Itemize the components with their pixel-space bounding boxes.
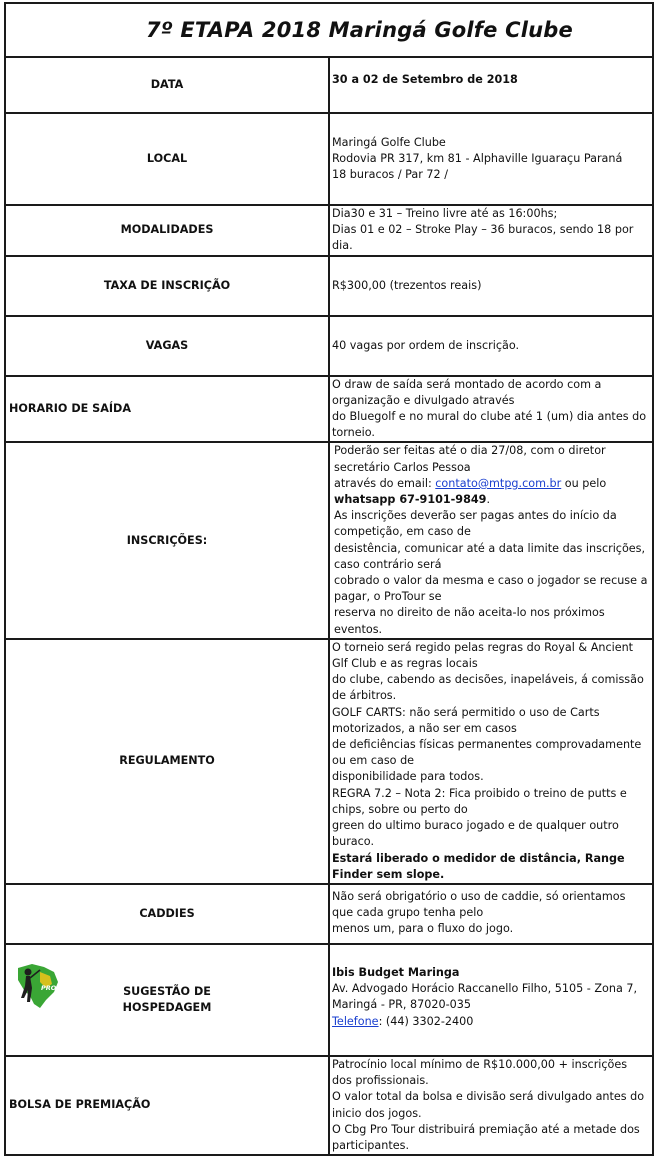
row-premiacao xyxy=(5,1056,653,1155)
value-horario xyxy=(329,376,653,443)
caddies-line: menos um, para o fluxo do jogo. xyxy=(332,922,514,936)
tournament-sheet xyxy=(4,2,654,1156)
horario-line: do Bluegolf e no mural do clube até 1 (um) dia antes do torneio. xyxy=(332,410,647,440)
label-horario: HORARIO DE SAÍDA xyxy=(5,376,329,443)
regulamento-line: disponibilidade para todos. xyxy=(332,770,484,784)
regulamento-line: green do ultimo buraco jogado e de qualquer outro buraco. xyxy=(332,819,619,849)
local-line: 18 buracos / Par 72 / xyxy=(332,168,448,182)
email-link[interactable]: contato@mtpg.com.br xyxy=(435,476,562,490)
row-horario xyxy=(5,376,653,443)
logo-text: PROTOUR xyxy=(41,984,77,992)
regulamento-line: do clube, cabendo as decisões, inapeláveis, á comissão de árbitros. xyxy=(332,673,644,703)
row-local xyxy=(5,113,653,205)
inscricoes-end: . xyxy=(486,493,491,507)
regulamento-line: REGRA 7.2 – Nota 2: Fica proibido o treino de putts e chips, sobre ou perto do xyxy=(332,786,627,816)
regulamento-line: de deficiências físicas permanentes comprovadamente ou em caso de xyxy=(332,738,642,768)
value-hospedagem xyxy=(329,944,653,1056)
row-vagas xyxy=(5,316,653,376)
inscricoes-line: reserva no direito de não aceita-lo nos próximos eventos. xyxy=(334,606,605,636)
local-line: Rodovia PR 317, km 81 - Alphaville Iguaraçu Paraná xyxy=(332,151,623,165)
row-caddies xyxy=(5,884,653,944)
premiacao-line: O valor total da bolsa e divisão será divulgado antes do inicio dos jogos. xyxy=(332,1090,645,1120)
hospedagem-label-line: HOSPEDAGEM xyxy=(122,1000,212,1014)
inscricoes-contact-line xyxy=(334,476,649,508)
row-modalidades xyxy=(5,205,653,256)
value-taxa: R$300,00 (trezentos reais) xyxy=(329,256,653,316)
premiacao-line: O Cbg Pro Tour distribuirá premiação até a metade dos participantes. xyxy=(332,1122,640,1152)
row-hospedagem xyxy=(5,944,653,1056)
label-vagas: VAGAS xyxy=(5,316,329,376)
regulamento-line: GOLF CARTS: não será permitido o uso de Carts motorizados, a não ser em casos xyxy=(332,705,600,735)
page-title: 7º ETAPA 2018 Maringá Golfe Clube xyxy=(5,3,653,57)
hospedagem-label-line: SUGESTÃO DE xyxy=(123,984,211,998)
inscricoes-mid: ou pelo xyxy=(561,476,607,490)
premiacao-line: Patrocínio local mínimo de R$10.000,00 + inscrições dos profissionais. xyxy=(332,1057,628,1088)
label-premiacao: BOLSA DE PREMIAÇÃO xyxy=(5,1056,329,1155)
modalidades-line: Dias 01 e 02 – Stroke Play – 36 buracos, sendo 18 por dia. xyxy=(332,223,634,253)
label-caddies: CADDIES xyxy=(5,884,329,944)
row-regulamento xyxy=(5,639,653,884)
inscricoes-prefix: através do email: xyxy=(334,476,436,490)
title-row xyxy=(5,3,653,57)
inscricoes-line: desistência, comunicar até a data limite das inscrições, caso contrário será xyxy=(334,541,646,571)
value-regulamento xyxy=(329,639,653,884)
horario-line: O draw de saída será montado de acordo com a organização e divulgado através xyxy=(332,377,602,407)
inscricoes-line: As inscrições deverão ser pagas antes do início da competição, em caso de xyxy=(334,509,617,539)
value-local xyxy=(329,113,653,205)
label-modalidades: MODALIDADES xyxy=(5,205,329,256)
inscricoes-line: cobrado o valor da mesma e caso o jogador se recuse a pagar, o ProTour se xyxy=(334,574,648,604)
regulamento-line: O torneio será regido pelas regras do Royal & Ancient Glf Club e as regras locais xyxy=(332,640,634,671)
modalidades-line: Dia30 e 31 – Treino livre até as 16:00hs; xyxy=(332,207,558,220)
caddies-line: Não será obrigatório o uso de caddie, só orientamos que cada grupo tenha pelo xyxy=(332,889,626,920)
value-premiacao xyxy=(329,1056,653,1155)
hotel-address: Av. Advogado Horácio Raccanello Filho, 5105 - Zona 7, Maringá - PR, 87020-035 xyxy=(332,982,638,1012)
inscricoes-line: Poderão ser feitas até o dia 27/08, com o diretor secretário Carlos Pessoa xyxy=(334,444,606,474)
row-taxa xyxy=(5,256,653,316)
value-modalidades xyxy=(329,205,653,256)
label-data: DATA xyxy=(5,57,329,113)
whatsapp-text: whatsapp 67-9101-9849 xyxy=(334,493,487,507)
label-inscricoes: INSCRIÇÕES: xyxy=(5,442,329,638)
row-inscricoes xyxy=(5,442,653,638)
label-taxa: TAXA DE INSCRIÇÃO xyxy=(5,256,329,316)
value-data: 30 a 02 de Setembro de 2018 xyxy=(329,57,653,113)
value-caddies xyxy=(329,884,653,944)
protour-logo xyxy=(10,958,77,1014)
local-line: Maringá Golfe Clube xyxy=(332,135,446,149)
value-inscricoes xyxy=(329,442,653,638)
row-data xyxy=(5,57,653,113)
label-local: LOCAL xyxy=(5,113,329,205)
hotel-phone-line xyxy=(332,1014,649,1030)
protour-logo-icon xyxy=(10,958,77,1014)
phone-link[interactable]: Telefone xyxy=(332,1014,379,1028)
hotel-name: Ibis Budget Maringa xyxy=(332,965,460,979)
regulamento-bold-line: Estará liberado o medidor de distância, Range Finder sem slope. xyxy=(332,851,625,881)
info-table xyxy=(4,2,654,1156)
label-regulamento: REGULAMENTO xyxy=(5,639,329,884)
hotel-phone: : (44) 3302-2400 xyxy=(378,1014,474,1028)
value-vagas: 40 vagas por ordem de inscrição. xyxy=(329,316,653,376)
